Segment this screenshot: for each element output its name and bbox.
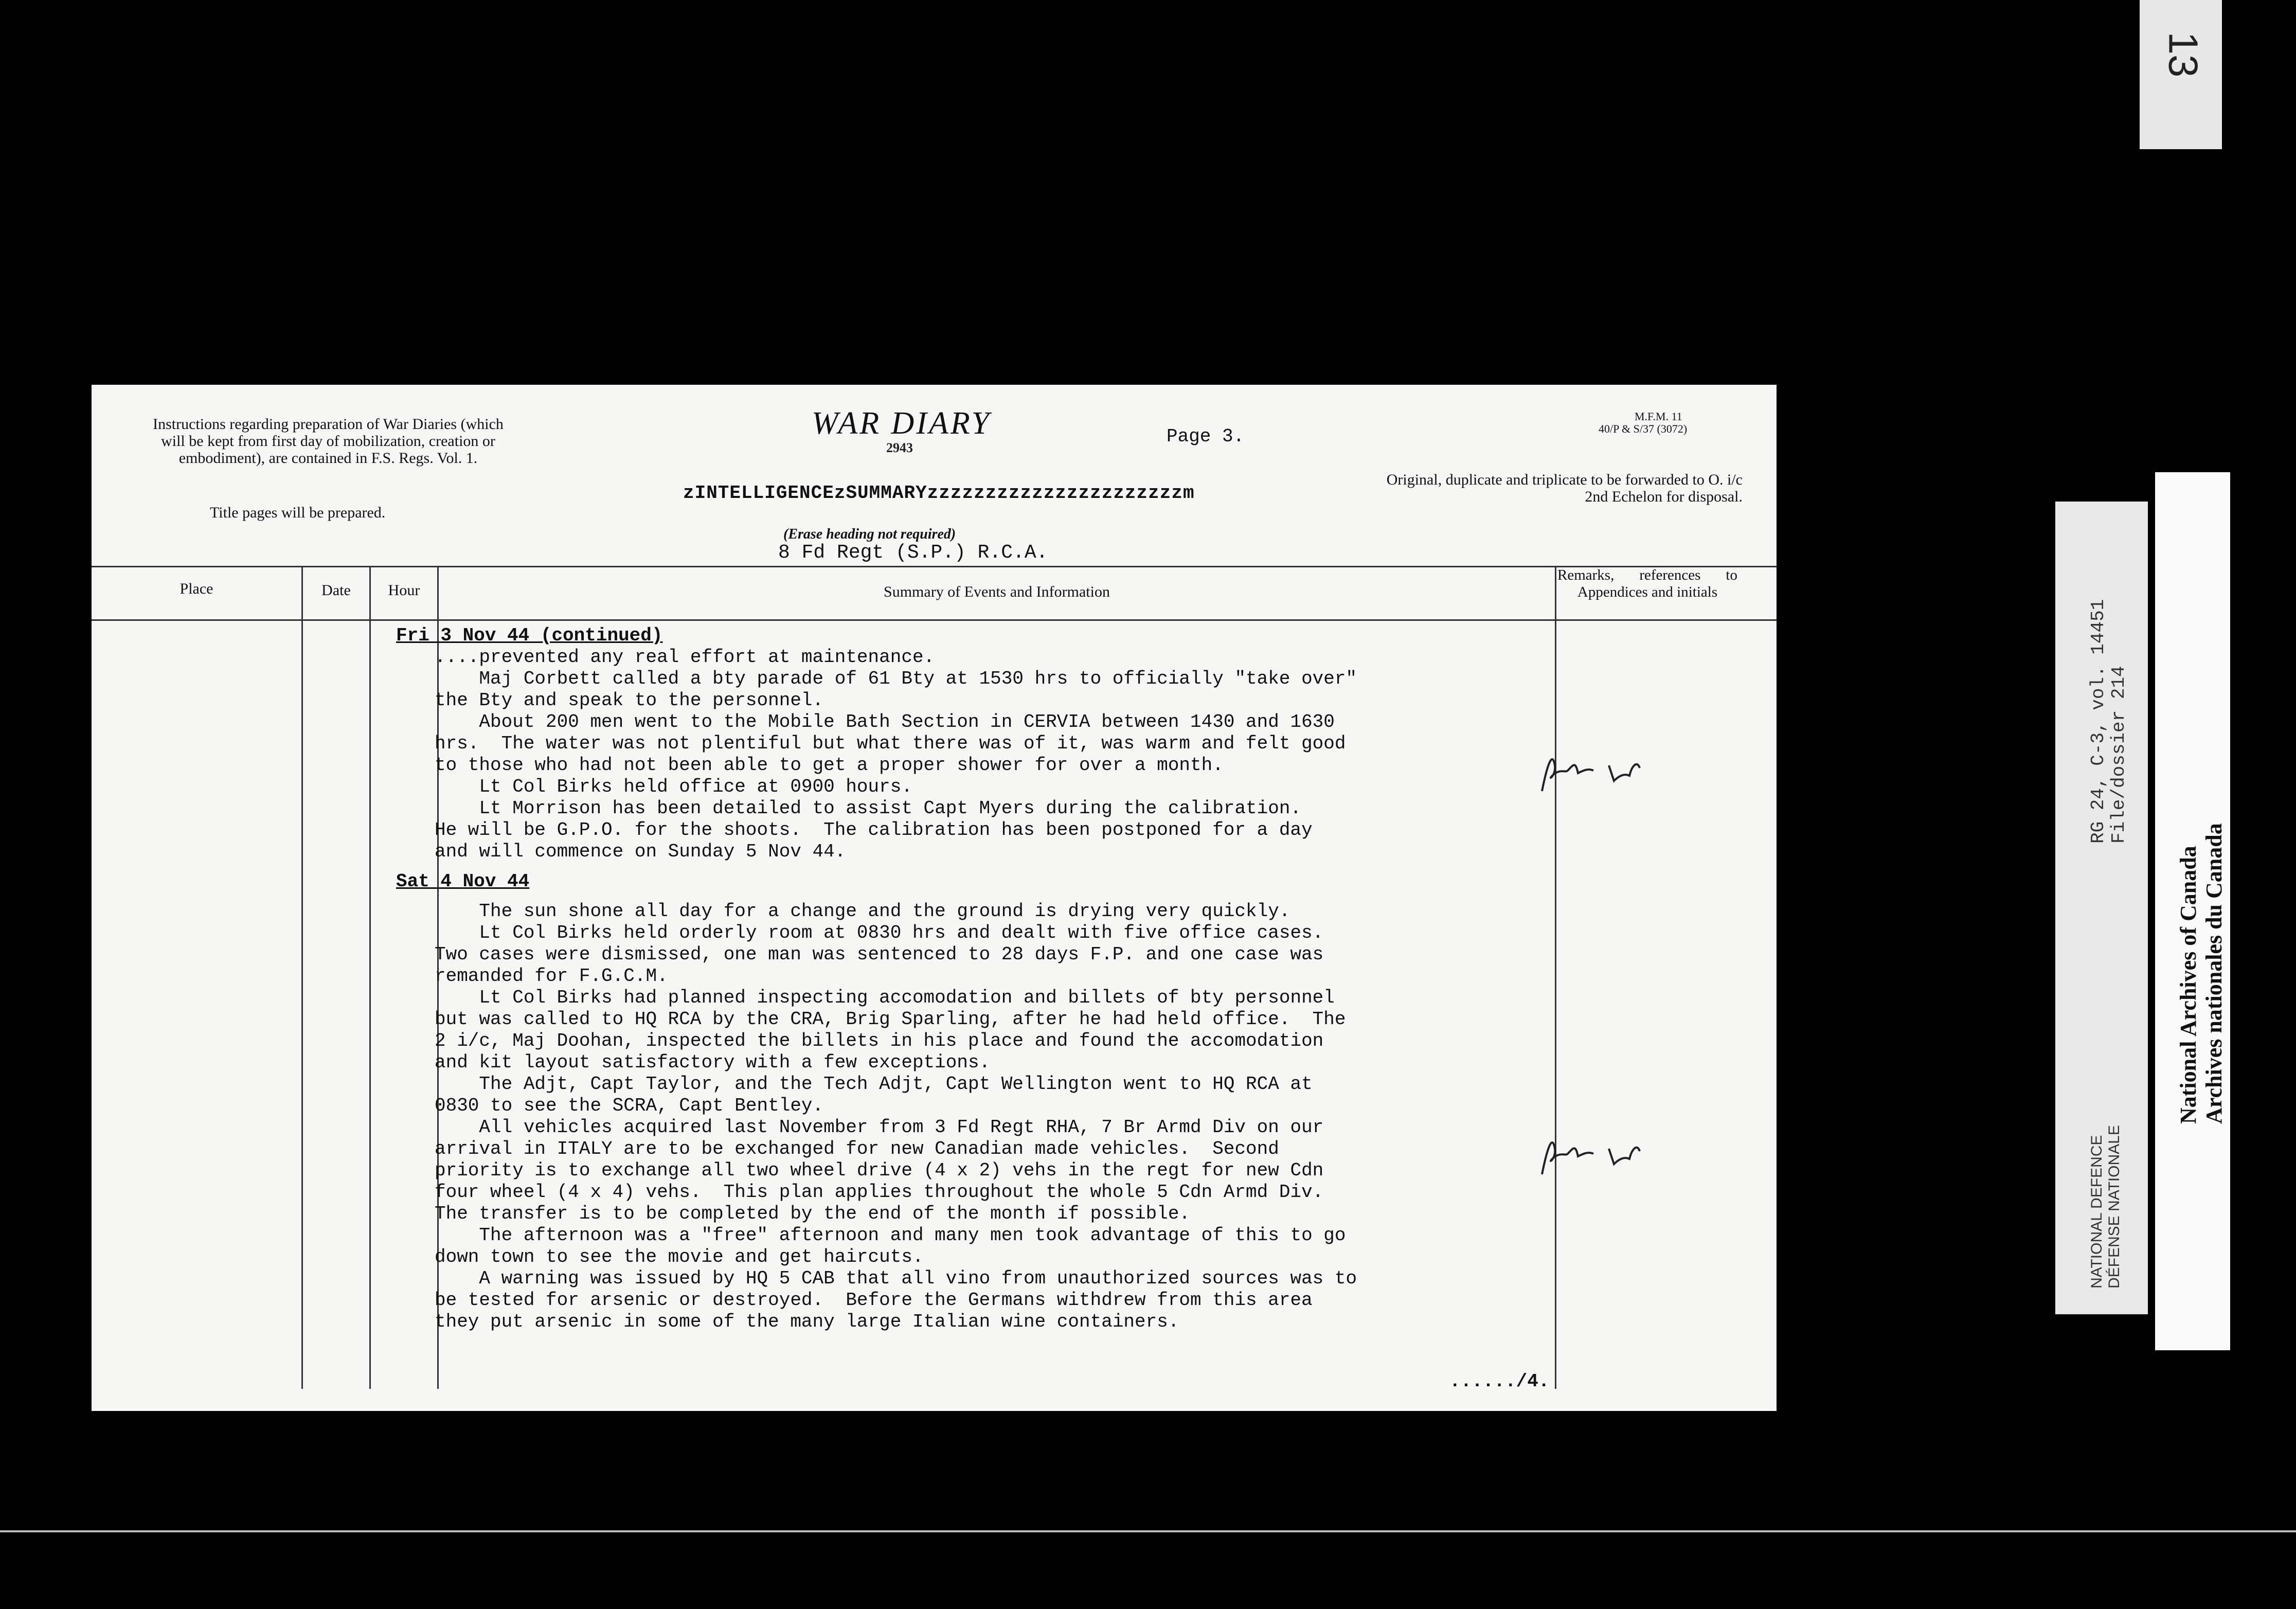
national-archives-label bbox=[2155, 472, 2230, 1350]
entry-line: About 200 men went to the Mobile Bath Section in CERVIA between 1430 and 1630 bbox=[435, 711, 1335, 732]
continuation-marker: ....../4. bbox=[1449, 1371, 1550, 1392]
entry-line: they put arsenic in some of the many large Italian wine containers. bbox=[435, 1311, 1179, 1332]
col-header-remarks: Remarks, references to Appendices and initials bbox=[1557, 567, 1737, 600]
entry-line: A warning was issued by HQ 5 CAB that all vino from unauthorized sources was to bbox=[435, 1268, 1357, 1289]
archive-corner-number: 13 bbox=[2160, 31, 2207, 78]
entry-line: and will commence on Sunday 5 Nov 44. bbox=[435, 841, 846, 862]
entry-line: the Bty and speak to the personnel. bbox=[435, 690, 824, 711]
form-code-line1: M.F.M. 11 bbox=[1635, 410, 1682, 423]
entry-date: Sat 4 Nov 44 bbox=[396, 871, 530, 892]
archive-reference-label bbox=[2055, 502, 2148, 1314]
nac-line2: Archives nationales du Canada bbox=[2201, 823, 2227, 1124]
entry-line: All vehicles acquired last November from 3 Fd Regt RHA, 7 Br Armd Div on our bbox=[435, 1117, 1324, 1138]
table-top-rule bbox=[92, 566, 1777, 567]
original-distribution-note: Original, duplicate and triplicate to be forwarded to O. i/c 2nd Echelon for disposal. bbox=[1386, 471, 1743, 505]
entry-line: Lt Morrison has been detailed to assist Capt Myers during the calibration. bbox=[435, 798, 1302, 819]
department-label bbox=[2088, 1125, 2123, 1289]
entry-line: The Adjt, Capt Taylor, and the Tech Adjt, Capt Wellington went to HQ RCA at bbox=[435, 1074, 1313, 1095]
entry-line: remanded for F.G.C.M. bbox=[435, 966, 668, 987]
diary-entries bbox=[396, 625, 1638, 1333]
entry-line: Lt Col Birks had planned inspecting accomodation and billets of bty personnel bbox=[435, 987, 1335, 1008]
form-code bbox=[1599, 410, 1687, 435]
col-header-date: Date bbox=[321, 582, 351, 599]
unit-name: 8 Fd Regt (S.P.) R.C.A. bbox=[778, 542, 1048, 564]
struck-heading: zINTELLIGENCEzSUMMARYzzzzzzzzzzzzzzzzzzzzzzm bbox=[683, 482, 1195, 504]
entry-line: ....prevented any real effort at maintenance. bbox=[435, 647, 935, 668]
entry-line: priority is to exchange all two wheel drive (4 x 2) vehs in the regt for new Cdn bbox=[435, 1160, 1324, 1181]
national-archives-text bbox=[2176, 823, 2227, 1124]
scanner-edge-line bbox=[0, 1530, 2296, 1532]
entry-line: but was called to HQ RCA by the CRA, Brig Sparling, after he had held office. The bbox=[435, 1009, 1346, 1030]
col-header-place: Place bbox=[180, 580, 213, 597]
entry-line: 0830 to see the SCRA, Capt Bentley. bbox=[435, 1095, 824, 1116]
struck-sub-heading: 2943 bbox=[886, 440, 913, 455]
department-line1: NATIONAL DEFENCE bbox=[2088, 1135, 2105, 1289]
entry-line: Maj Corbett called a bty parade of 61 Bty at 1530 hrs to officially "take over" bbox=[435, 668, 1357, 689]
entry-line: be tested for arsenic or destroyed. Before the Germans withdrew from this area bbox=[435, 1290, 1313, 1311]
entry-date: Fri 3 Nov 44 (continued) bbox=[396, 625, 663, 646]
entry-line: The transfer is to be completed by the end of the month if possible. bbox=[435, 1203, 1191, 1224]
col-header-summary: Summary of Events and Information bbox=[884, 583, 1110, 600]
entry-text bbox=[435, 901, 1638, 1333]
header-bottom-rule bbox=[92, 619, 1777, 621]
archive-reference bbox=[2088, 599, 2129, 844]
war-diary-title: WAR DIARY bbox=[812, 406, 992, 441]
entry-line: Lt Col Birks held orderly room at 0830 hrs and dealt with five office cases. bbox=[435, 922, 1324, 943]
war-diary-sheet bbox=[92, 385, 1777, 1411]
entry-line: 2 i/c, Maj Doohan, inspected the billets in his place and found the accomodation bbox=[435, 1030, 1324, 1051]
archive-ref-line2: File/dossier 214 bbox=[2108, 666, 2129, 844]
page-number: Page 3. bbox=[1167, 426, 1245, 447]
archive-ref-line1: RG 24, C-3, vol. 14451 bbox=[2088, 599, 2109, 844]
nac-line1: National Archives of Canada bbox=[2176, 846, 2201, 1124]
instructions-text: Instructions regarding preparation of War Diaries (which will be kept from first day of mobilization, creation or embodiment), are contained in F.S. Regs. Vol. 1. bbox=[153, 416, 504, 467]
entry-line: He will be G.P.O. for the shoots. The calibration has been postponed for a day bbox=[435, 819, 1313, 841]
entry-line: and kit layout satisfactory with a few exceptions. bbox=[435, 1052, 991, 1073]
entry-line: to those who had not been able to get a proper shower for over a month. bbox=[435, 755, 1224, 776]
place-date-divider bbox=[301, 566, 303, 1389]
col-header-hour: Hour bbox=[388, 582, 420, 599]
entry-line: four wheel (4 x 4) vehs. This plan applies throughout the whole 5 Cdn Armd Div. bbox=[435, 1182, 1324, 1203]
entry-spacer bbox=[435, 863, 1638, 871]
entry-line: The afternoon was a "free" afternoon and many men took advantage of this to go bbox=[435, 1225, 1346, 1246]
erase-heading-note: (Erase heading not required) bbox=[783, 526, 956, 542]
department-line2: DÉFENSE NATIONALE bbox=[2106, 1125, 2123, 1289]
form-code-line2: 40/P & S/37 (3072) bbox=[1599, 422, 1688, 435]
archive-corner-tab bbox=[2140, 0, 2222, 149]
date-hour-divider bbox=[369, 566, 371, 1389]
title-pages-note: Title pages will be prepared. bbox=[210, 504, 386, 521]
entry-line: arrival in ITALY are to be exchanged for new Canadian made vehicles. Second bbox=[435, 1138, 1279, 1159]
entry-spacer bbox=[435, 892, 1638, 901]
entry-line: Two cases were dismissed, one man was sentenced to 28 days F.P. and one case was bbox=[435, 944, 1324, 965]
entry-text bbox=[435, 647, 1638, 863]
entry-line: hrs. The water was not plentiful but what there was of it, was warm and felt good bbox=[435, 733, 1346, 754]
entry-line: down town to see the movie and get haircuts. bbox=[435, 1246, 924, 1267]
entry-line: Lt Col Birks held office at 0900 hours. bbox=[435, 776, 912, 797]
entry-line: The sun shone all day for a change and the ground is drying very quickly. bbox=[435, 901, 1290, 922]
